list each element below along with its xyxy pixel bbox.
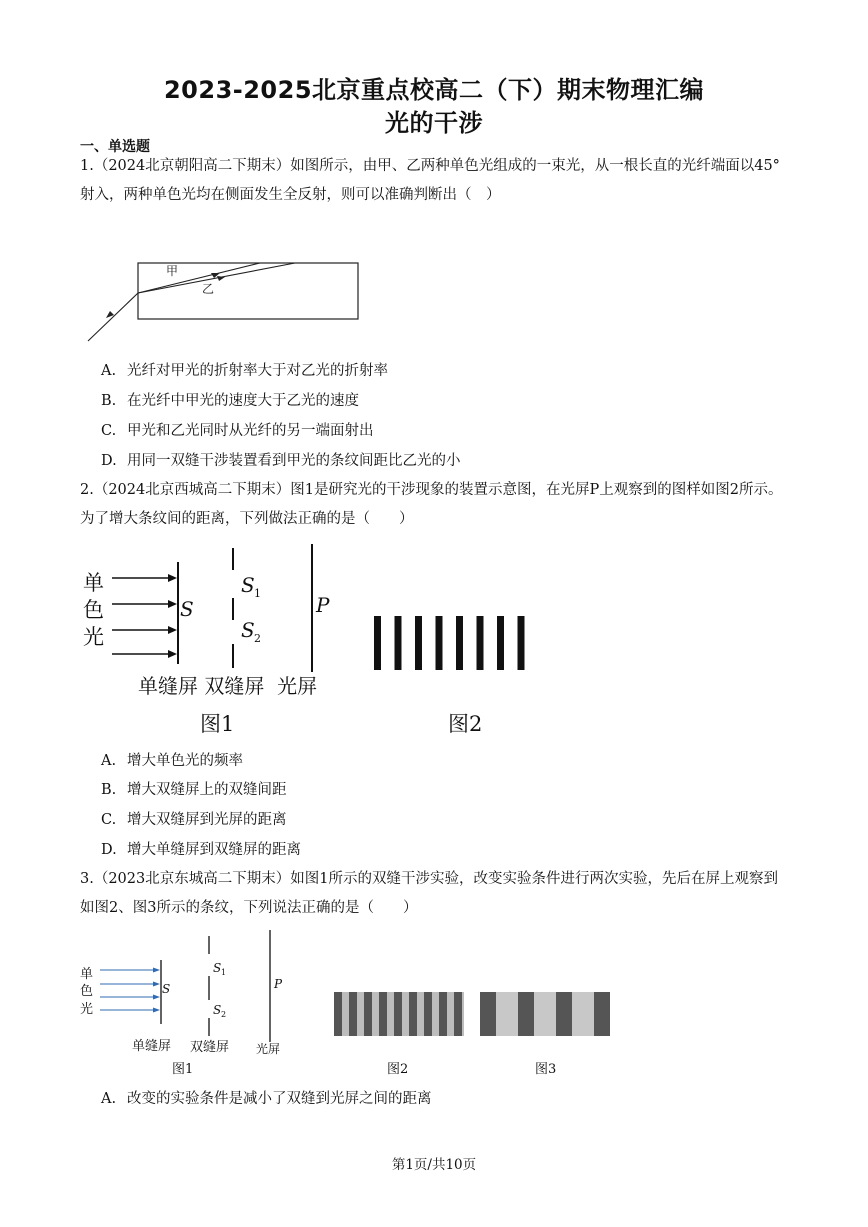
label-yi: 乙 (202, 282, 215, 296)
page-number: 第1页/共10页 (391, 1157, 477, 1173)
fig1-caption: 图1 (172, 1062, 194, 1077)
label-s2: S (241, 618, 255, 642)
q3-option-a: A. 改变的实验条件是减小了双缝到光屏之间的距离 (101, 1091, 432, 1107)
q2-option-a: A. 增大单色光的频率 (101, 753, 243, 769)
arrow-head (153, 1008, 160, 1013)
fringe-bar (454, 992, 462, 1036)
fringe-bar (424, 992, 432, 1036)
screen-labels: 单缝屏 双缝屏 光屏 (138, 674, 318, 698)
light-char-2: 色 (83, 598, 104, 622)
question-1-stem: 1.（2024北京朝阳高二下期末）如图所示，由甲、乙两种单色光组成的一束光，从一根长直的光纤端面以45°射入，两种单色光均在侧面发生全反射，则可以准确判断出（ ） (80, 158, 780, 203)
light-arrows (112, 574, 177, 658)
label-p: P (274, 977, 283, 991)
label-light-screen: 光屏 (256, 1042, 281, 1056)
fringe-bar (456, 616, 463, 670)
fringe-bar (364, 992, 372, 1036)
arrow-head (153, 968, 160, 973)
label-double-slit: 双缝屏 (190, 1040, 230, 1055)
light-char-1: 单 (80, 967, 94, 982)
fringe-bar (480, 992, 496, 1036)
fringe-bar (349, 992, 357, 1036)
q2-option-d: D. 增大单缝屏到双缝屏的距离 (101, 842, 301, 858)
fringe-bar (477, 616, 484, 670)
fig2-caption: 图2 (448, 712, 483, 736)
ray-yi (138, 263, 295, 293)
fringe-bar (409, 992, 417, 1036)
label-s2-sub: 2 (254, 632, 261, 645)
q1-fiber-figure (80, 255, 370, 350)
fig2-caption: 图2 (387, 1062, 409, 1077)
fringe-bar (497, 616, 504, 670)
light-char-1: 单 (83, 571, 104, 595)
label-s1: S (213, 961, 222, 975)
question-2-stem: 2.（2024北京西城高二下期末）图1是研究光的干涉现象的装置示意图，在光屏P上观察到的图样如图2所示。为了增大条纹间的距离，下列做法正确的是（ ） (80, 482, 783, 527)
label-jia: 甲 (166, 264, 179, 278)
light-char-3: 光 (80, 1002, 94, 1017)
fringe-bar (518, 616, 525, 670)
fringe-bar (436, 616, 443, 670)
fig3-caption: 图3 (535, 1062, 557, 1077)
q1-option-d: D. 用同一双缝干涉装置看到甲光的条纹间距比乙光的小 (101, 453, 461, 469)
fringe-bar (415, 616, 422, 670)
label-s: S (162, 982, 171, 996)
light-char-2: 色 (80, 984, 94, 999)
label-s1: S (241, 573, 255, 597)
ray-jia (138, 263, 260, 293)
document-subtitle: 光的干涉 (385, 109, 483, 137)
fig3-background (480, 992, 610, 1036)
question-3-stem: 3.（2023北京东城高二下期末）如图1所示的双缝干涉实验，改变实验条件进行两次实验，先后在屏上观察到如图2、图3所示的条纹，下列说法正确的是（ ） (80, 871, 778, 916)
q1-option-a: A. 光纤对甲光的折射率大于对乙光的折射率 (101, 363, 388, 379)
label-s1-sub: 1 (221, 968, 227, 977)
arrow-head (153, 982, 160, 987)
fringe-bar (594, 992, 610, 1036)
q3-apparatus-figure (78, 928, 618, 1080)
arrow-head (153, 995, 160, 1000)
label-s2-sub: 2 (221, 1010, 227, 1019)
label-s2: S (213, 1003, 222, 1017)
section-heading: 一、单选题 (80, 139, 150, 155)
fringe-bar (394, 992, 402, 1036)
q2-option-c: C. 增大双缝屏到光屏的距离 (101, 812, 287, 828)
fringe-bar (518, 992, 534, 1036)
fringe-bar (374, 616, 381, 670)
fringe-bar (395, 616, 402, 670)
q2-apparatus-figure (80, 540, 560, 740)
incident-ray (88, 293, 138, 341)
fig3-fringe-pattern (480, 992, 610, 1036)
q1-option-b: B. 在光纤中甲光的速度大于乙光的速度 (101, 393, 359, 409)
fringe-bar (334, 992, 342, 1036)
fringe-bar (439, 992, 447, 1036)
fringe-bar (556, 992, 572, 1036)
fig2-fringe-pattern (334, 992, 464, 1036)
q2-option-b: B. 增大双缝屏上的双缝间距 (101, 782, 287, 798)
fig2-fringe-pattern (374, 616, 525, 670)
label-s1-sub: 1 (254, 587, 261, 600)
light-arrows (100, 968, 160, 1013)
label-single-slit: 单缝屏 (132, 1039, 172, 1054)
q1-option-c: C. 甲光和乙光同时从光纤的另一端面射出 (101, 423, 374, 439)
fig1-caption: 图1 (200, 712, 235, 736)
light-char-3: 光 (83, 625, 104, 649)
document-title: 2023-2025北京重点校高二（下）期末物理汇编 (163, 76, 705, 104)
fringe-bar (379, 992, 387, 1036)
label-s: S (180, 597, 194, 621)
label-p: P (316, 593, 330, 617)
